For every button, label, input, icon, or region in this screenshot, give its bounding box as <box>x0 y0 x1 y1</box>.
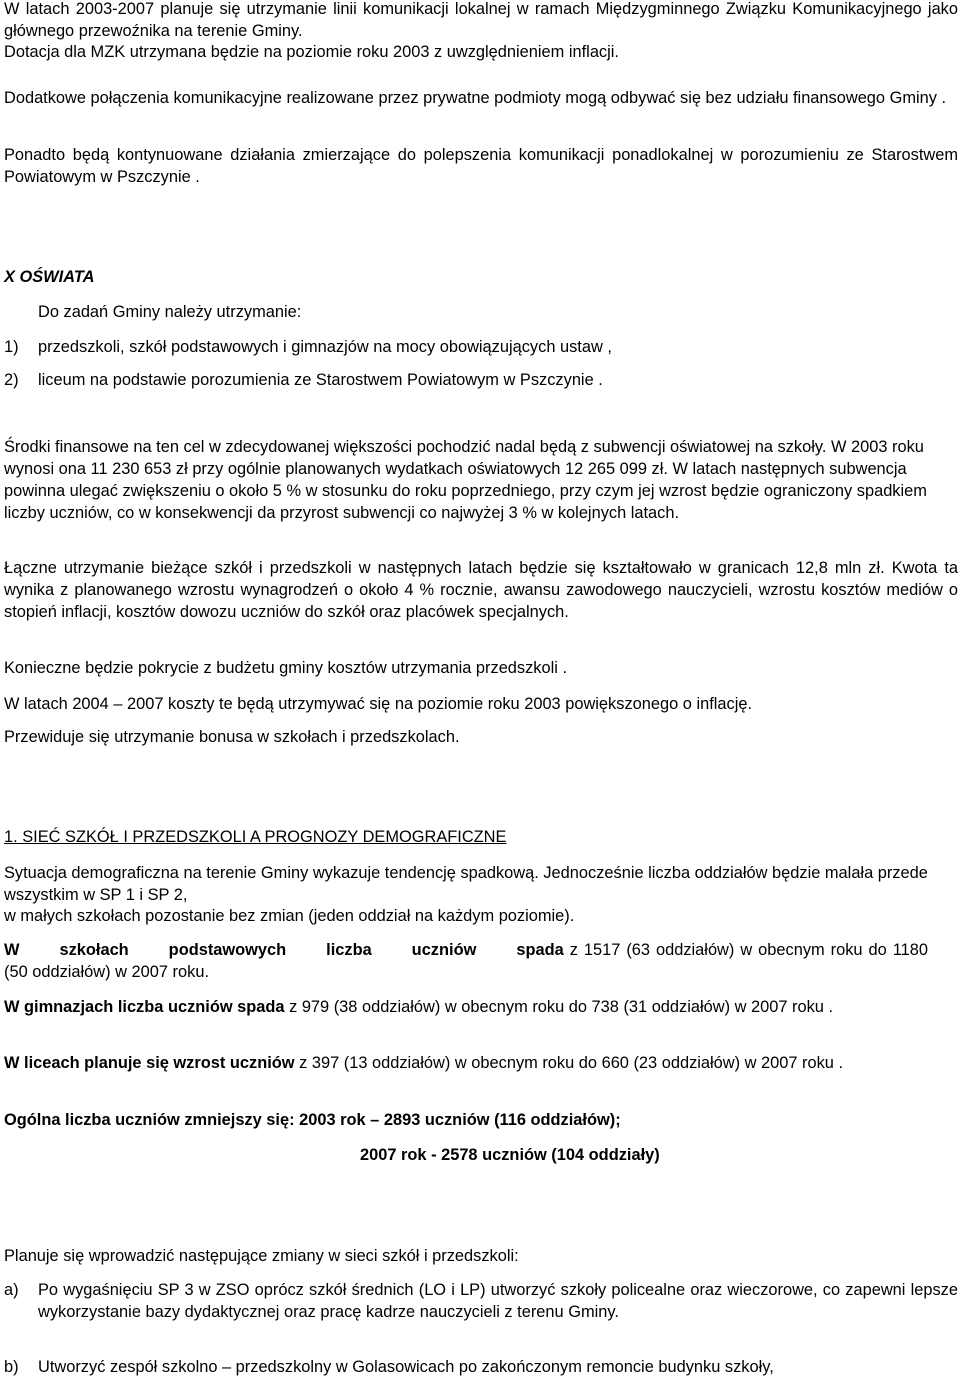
primary-schools-bold: W szkołach podstawowych liczba uczniów spada <box>4 941 564 959</box>
lyceum-bold: W liceach planuje się wzrost uczniów <box>4 1054 295 1072</box>
list-item <box>4 336 958 358</box>
change-item-letter: a) <box>4 1281 19 1299</box>
lyceum-rest: z 397 (13 oddziałów) w obecnym roku do 660 (23 oddziałów) w 2007 roku . <box>294 1054 844 1072</box>
section-x-lead: Do zadań Gminy należy utrzymanie: <box>38 303 302 321</box>
changes-lead: Planuje się wprowadzić następujące zmiany w sieci szkół i przedszkoli: <box>4 1247 519 1265</box>
intro-paragraph-3: Dodatkowe połączenia komunikacyjne realizowane przez prywatne podmioty mogą odbywać się bez udziału finansowego Gminy . <box>4 89 947 107</box>
list-item-number: 2) <box>4 371 19 389</box>
intro-paragraph-4: Ponadto będą kontynuowane działania zmierzające do polepszenia komunikacji ponadlokalnej w porozumieniu ze Starostwem Powiatowym w Pszczynie . <box>4 146 958 186</box>
change-item-text: Utworzyć zespół szkolno – przedszkolny w Golasowicach po zakończonym remoncie budynku szkoły, <box>38 1358 774 1376</box>
situation-paragraph: Sytuacja demograficzna na terenie Gminy wykazuje tendencję spadkową. Jednocześnie liczba oddziałów będzie malała przede wszystkim w SP 1 i SP 2, <box>4 864 928 904</box>
change-item <box>4 1279 958 1323</box>
costs-paragraph: Łączne utrzymanie bieżące szkół i przedszkoli w następnych latach będzie się kształtowało w granicach 12,8 mln zł. Kwota ta wynika z planowanego wzrostu wynagrodzeń o około 4 % rocznie, awansu zawodowego nauczycieli, wzrostu kosztów mediów o stopień inflacji, kosztów dowozu uczniów do szkół oraz placówek specjalnych. <box>4 559 958 621</box>
gymnasium-paragraph <box>4 996 958 1018</box>
change-item <box>4 1356 958 1378</box>
section-1-heading: 1. SIEĆ SZKÓŁ I PRZEDSZKOLI A PROGNOZY DEMOGRAFICZNE <box>4 828 507 846</box>
intro-paragraph-1: W latach 2003-2007 planuje się utrzymanie linii komunikacji lokalnej w ramach Międzygminnego Związku Komunikacyjnego jako głównego przewoźnika na terenie Gminy. <box>4 0 958 40</box>
situation-small-schools: w małych szkołach pozostanie bez zmian (jeden oddział na każdym poziomie). <box>4 907 575 925</box>
section-x-heading: X OŚWIATA <box>4 268 95 286</box>
primary-schools-rest: z 1517 (63 oddziałów) w obecnym roku do 1180 (50 oddziałów) w 2007 roku. <box>4 941 929 981</box>
total-students-2007: 2007 rok - 2578 uczniów (104 oddziały) <box>360 1146 660 1164</box>
bonus-paragraph: Przewiduje się utrzymanie bonusa w szkołach i przedszkolach. <box>4 728 460 746</box>
primary-schools-paragraph <box>4 939 928 983</box>
list-item-number: 1) <box>4 338 19 356</box>
gymnasium-rest: z 979 (38 oddziałów) w obecnym roku do 738 (31 oddziałów) w 2007 roku . <box>284 998 833 1016</box>
years-paragraph: W latach 2004 – 2007 koszty te będą utrzymywać się na poziomie roku 2003 powiększonego o inflację. <box>4 695 753 713</box>
preschool-paragraph: Konieczne będzie pokrycie z budżetu gminy kosztów utrzymania przedszkoli . <box>4 659 568 677</box>
list-item <box>4 369 958 391</box>
change-item-letter: b) <box>4 1358 19 1376</box>
list-item-text: przedszkoli, szkół podstawowych i gimnazjów na mocy obowiązujących ustaw , <box>38 338 612 356</box>
change-item-text: Po wygaśnięciu SP 3 w ZSO oprócz szkół średnich (LO i LP) utworzyć szkoły policealne oraz wieczorowe, co zapewni lepsze wykorzystanie bazy dydaktycznej oraz pracę kadrze nauczycieli z terenu Gminy. <box>38 1281 958 1321</box>
lyceum-paragraph <box>4 1052 958 1074</box>
gymnasium-bold: W gimnazjach liczba uczniów spada <box>4 998 285 1016</box>
intro-paragraph-2: Dotacja dla MZK utrzymana będzie na poziomie roku 2003 z uwzględnieniem inflacji. <box>4 43 619 61</box>
list-item-text: liceum na podstawie porozumienia ze Starostwem Powiatowym w Pszczynie . <box>38 371 603 389</box>
funding-paragraph: Środki finansowe na ten cel w zdecydowanej większości pochodzić nadal będą z subwencji oświatowej na szkoły. W 2003 roku wynosi ona 11 230 653 zł przy ogólnie planowanych wydatkach oświatowych 12 265 099 zł. W latach następnych subwencja powinna ulegać zwiększeniu o około 5 % w stosunku do roku poprzedniego, przy czym jej wzrost będzie ograniczony spadkiem liczby uczniów, co w konsekwencji da przyrost subwencji co najwyżej 3 % w kolejnych latach. <box>4 438 927 522</box>
total-students-2003: Ogólna liczba uczniów zmniejszy się: 2003 rok – 2893 uczniów (116 oddziałów); <box>4 1111 621 1129</box>
